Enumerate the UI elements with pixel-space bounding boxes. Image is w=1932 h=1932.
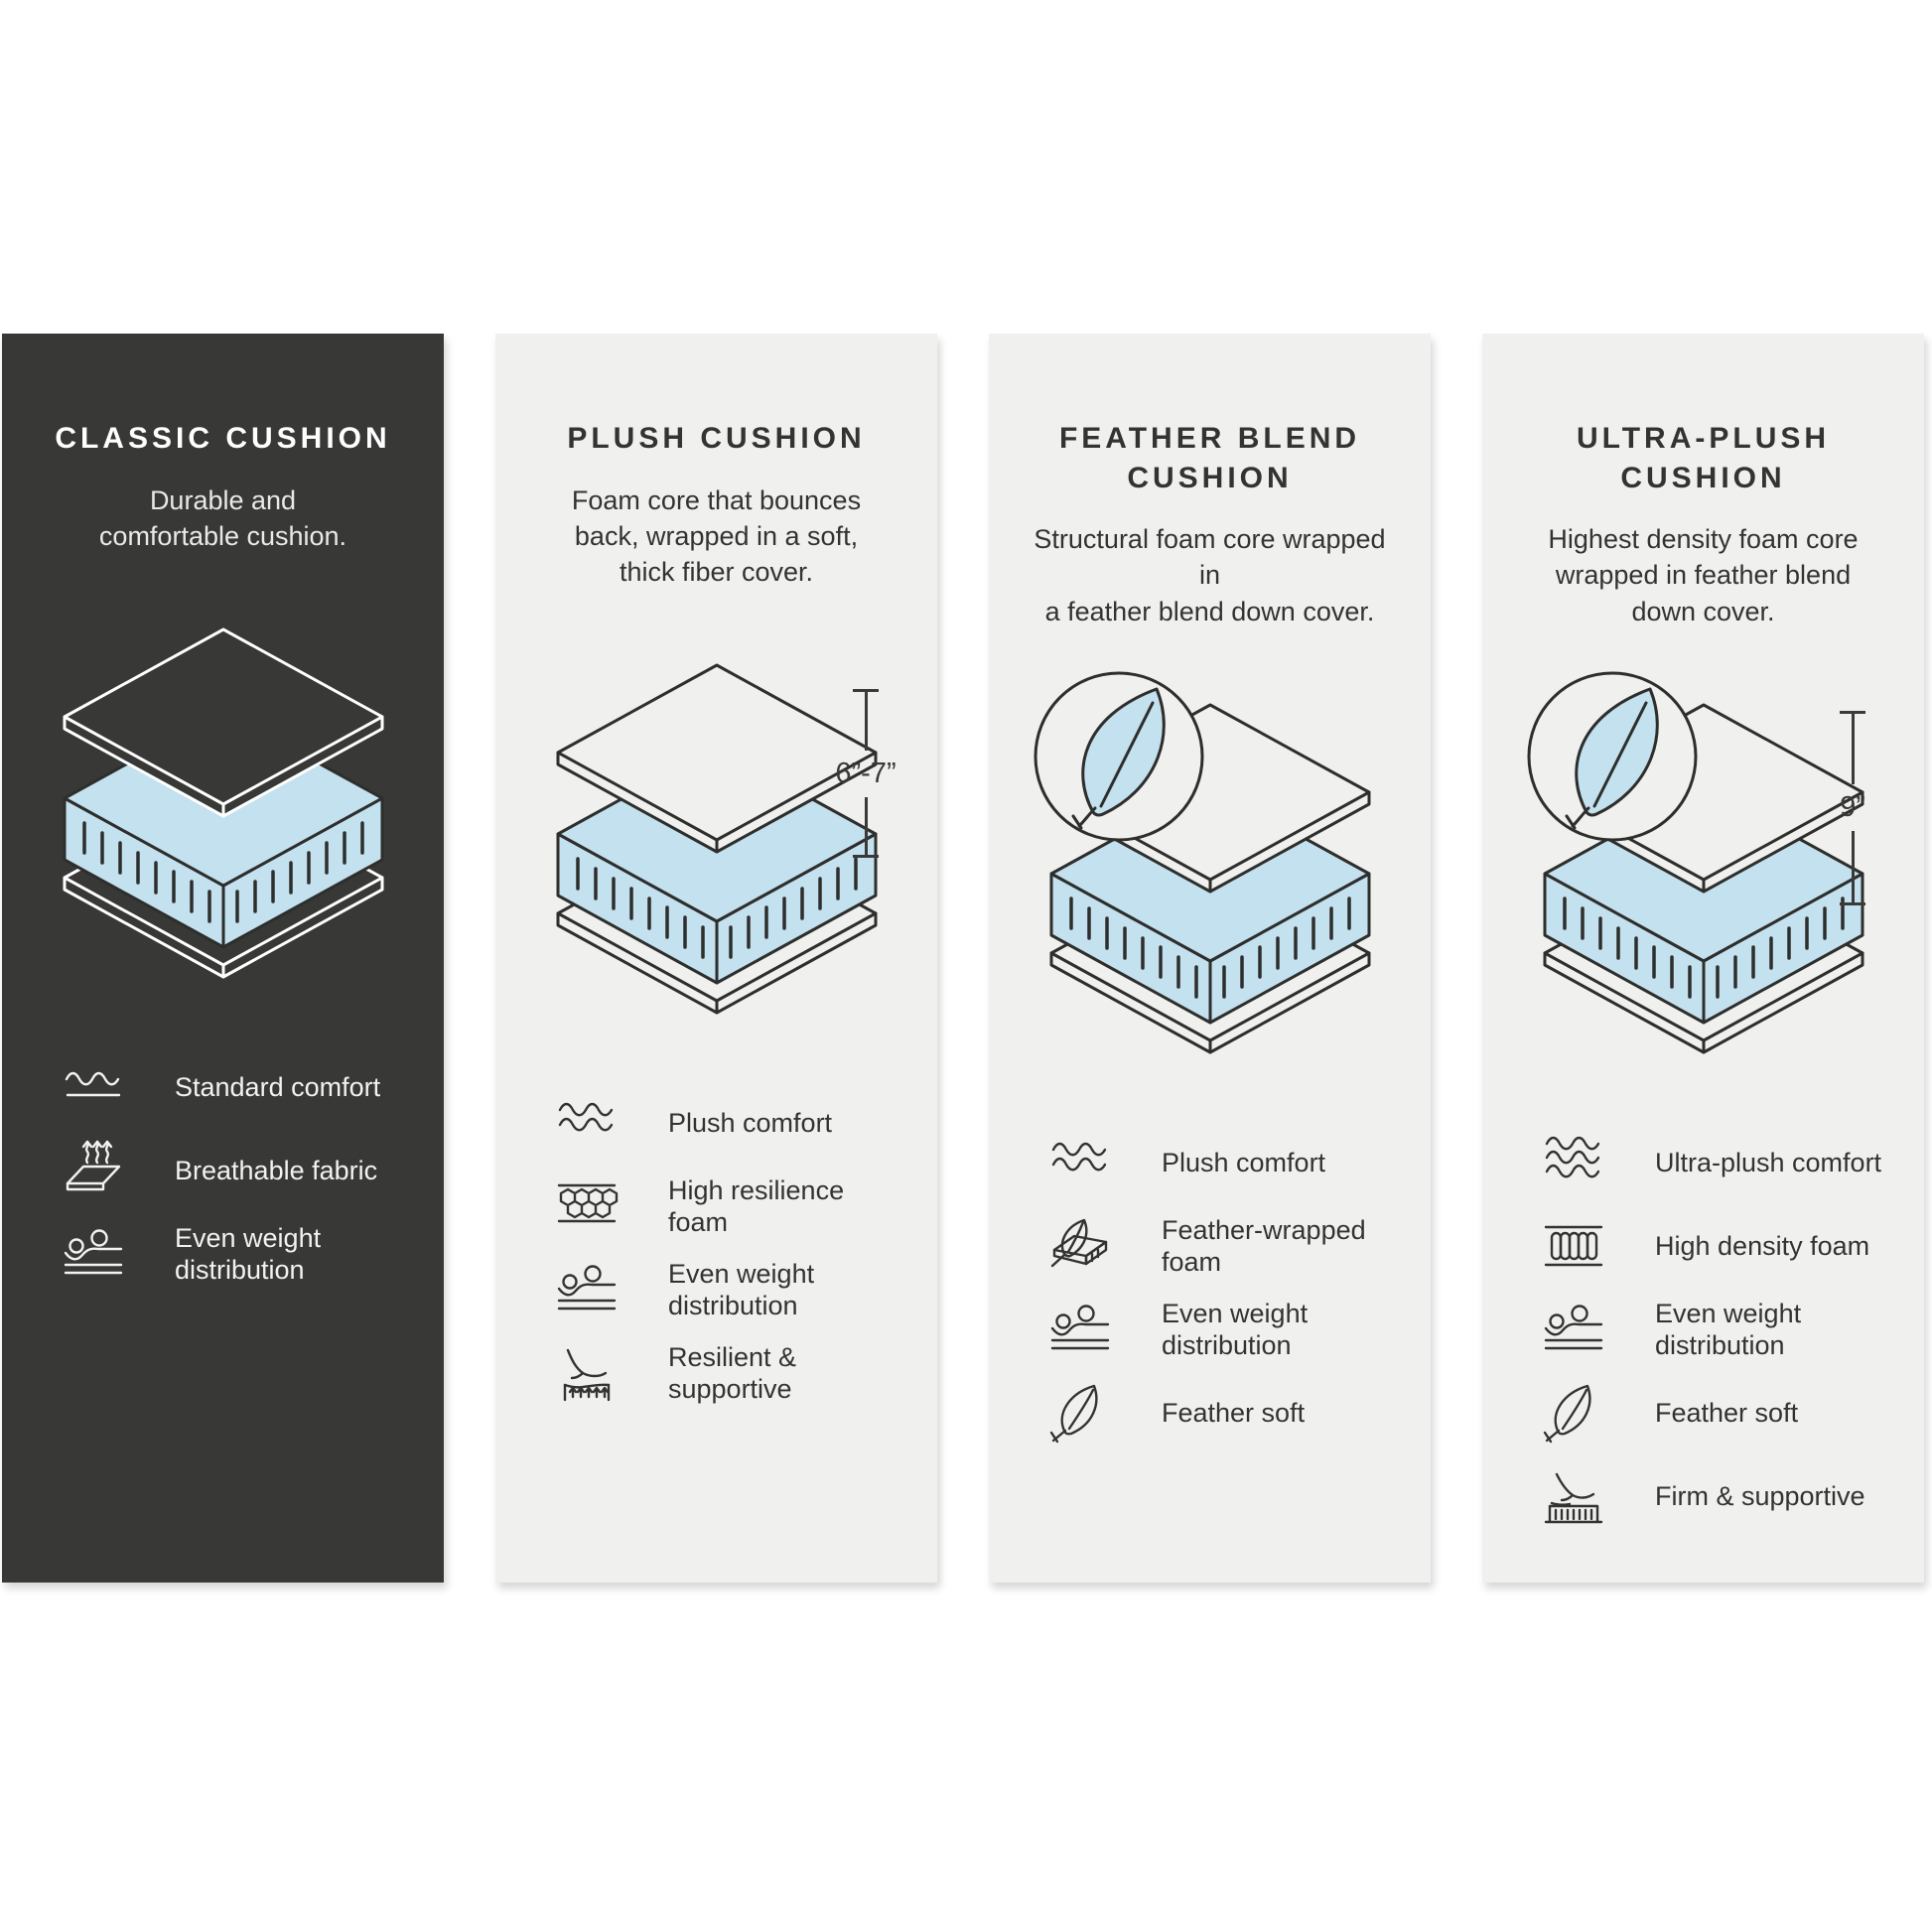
feature-label: Feather soft <box>1162 1397 1306 1428</box>
feature-label: Firm & supportive <box>1655 1480 1865 1511</box>
breathable-fabric-icon <box>62 1136 141 1205</box>
feature-list <box>1029 1128 1391 1448</box>
panel-description-line: Foam core that bounces <box>571 484 862 515</box>
cushion-layers-icon <box>538 606 896 1033</box>
feature-label: Even weight distribution <box>668 1259 815 1321</box>
panel-title-line: CUSHION <box>1620 461 1786 494</box>
feature-list <box>535 1088 897 1408</box>
feature-row <box>1029 1211 1391 1281</box>
feather-icon <box>1048 1378 1128 1448</box>
cushion-layers-illustration <box>42 570 404 1001</box>
cushion-layers-icon <box>1032 645 1389 1072</box>
feature-label: Plush comfort <box>668 1108 833 1139</box>
feature-list <box>42 1052 404 1289</box>
panel-title-line: FEATHER BLEND <box>1058 422 1361 455</box>
feature-row <box>1522 1461 1884 1531</box>
feather-badge-icon <box>1035 673 1202 840</box>
feature-label: Even weight distribution <box>175 1222 322 1285</box>
even-weight-icon <box>62 1219 141 1289</box>
panel-classic-cushion <box>2 334 444 1583</box>
firm-supportive-icon <box>1542 1461 1621 1531</box>
measurement-label: 6”-7” <box>835 757 897 789</box>
panel-title <box>42 419 404 459</box>
panel-description-line: Structural foam core wrapped in <box>1034 524 1386 591</box>
feature-list <box>1522 1128 1884 1531</box>
even-weight-icon <box>1542 1295 1621 1364</box>
feature-label: Ultra-plush comfort <box>1655 1147 1882 1177</box>
feature-label: Even weight distribution <box>1655 1298 1802 1360</box>
feather-wrapped-foam-icon <box>1048 1211 1128 1281</box>
feature-label: Breathable fabric <box>175 1155 378 1185</box>
feature-label: High resilience foam <box>668 1175 845 1238</box>
feature-row <box>42 1219 404 1289</box>
panel-title <box>1029 419 1391 497</box>
dimension-line <box>1831 711 1874 905</box>
panel-description <box>1522 521 1884 629</box>
cushion-layers-illustration <box>535 606 897 1036</box>
panel-description-line: back, wrapped in a soft, <box>574 520 859 551</box>
even-weight-icon <box>1048 1295 1128 1364</box>
high-density-foam-icon <box>1542 1211 1621 1281</box>
panel-description-line: down cover. <box>1631 596 1775 626</box>
feature-row <box>1522 1378 1884 1448</box>
panel-title-line: CUSHION <box>1127 461 1293 494</box>
cushion-layers-icon <box>45 570 402 997</box>
wave-triple-icon <box>1542 1128 1621 1197</box>
feather-icon <box>1542 1378 1621 1448</box>
feature-row <box>1522 1295 1884 1364</box>
feature-label: Resilient & supportive <box>668 1342 797 1405</box>
feature-label: High density foam <box>1655 1230 1870 1261</box>
feature-row <box>535 1338 897 1408</box>
dimension-segment <box>865 797 868 856</box>
panel-title-line: CLASSIC CUSHION <box>55 422 391 455</box>
feature-label: Plush comfort <box>1162 1147 1326 1177</box>
honeycomb-foam-icon <box>555 1172 634 1241</box>
panel-title <box>535 419 897 459</box>
panel-row <box>0 334 1932 1583</box>
panel-title <box>1522 419 1884 497</box>
dimension-segment <box>865 692 868 751</box>
panel-description <box>1029 521 1391 629</box>
feature-label: Feather-wrapped foam <box>1162 1214 1366 1277</box>
cushion-layers-illustration <box>1522 645 1884 1076</box>
even-weight-icon <box>555 1255 634 1324</box>
feature-row <box>535 1172 897 1241</box>
panel-plush-cushion <box>495 334 937 1583</box>
cushion-layers-illustration <box>1029 645 1391 1076</box>
feature-row <box>1029 1128 1391 1197</box>
panel-description-line: wrapped in feather blend <box>1555 560 1852 591</box>
feature-row <box>535 1088 897 1158</box>
dimension-cap <box>1840 902 1865 905</box>
cushion-layers-icon <box>1525 645 1882 1072</box>
feather-badge-icon <box>1529 673 1696 840</box>
feature-row <box>42 1052 404 1122</box>
panel-title-line: ULTRA-PLUSH <box>1576 422 1831 455</box>
feature-row <box>1522 1211 1884 1281</box>
wave-single-icon <box>62 1052 141 1122</box>
wave-double-icon <box>1048 1128 1128 1197</box>
feature-row <box>535 1255 897 1324</box>
panel-description-line: Durable and <box>149 484 297 515</box>
measurement-label: 9” <box>1840 791 1865 824</box>
feature-row <box>1029 1378 1391 1448</box>
dimension-segment <box>1852 831 1855 902</box>
dimension-cap <box>853 855 879 858</box>
panel-ultra-plush-cushion <box>1482 334 1924 1583</box>
dimension-segment <box>1852 714 1855 785</box>
resilient-supportive-icon <box>555 1338 634 1408</box>
panel-description <box>535 483 897 591</box>
dimension-line <box>835 689 897 858</box>
feature-label: Feather soft <box>1655 1397 1799 1428</box>
panel-description <box>42 483 404 554</box>
panel-title-line: PLUSH CUSHION <box>567 422 866 455</box>
panel-description-line: a feather blend down cover. <box>1044 596 1375 626</box>
feature-row <box>42 1136 404 1205</box>
wave-double-icon <box>555 1088 634 1158</box>
feature-row <box>1029 1295 1391 1364</box>
feature-label: Standard comfort <box>175 1071 381 1102</box>
panel-description-line: Highest density foam core <box>1548 524 1859 555</box>
feature-label: Even weight distribution <box>1162 1298 1309 1360</box>
feature-row <box>1522 1128 1884 1197</box>
panel-feather-blend-cushion <box>989 334 1431 1583</box>
panel-description-line: thick fiber cover. <box>619 556 814 587</box>
panel-description-line: comfortable cushion. <box>98 520 347 551</box>
